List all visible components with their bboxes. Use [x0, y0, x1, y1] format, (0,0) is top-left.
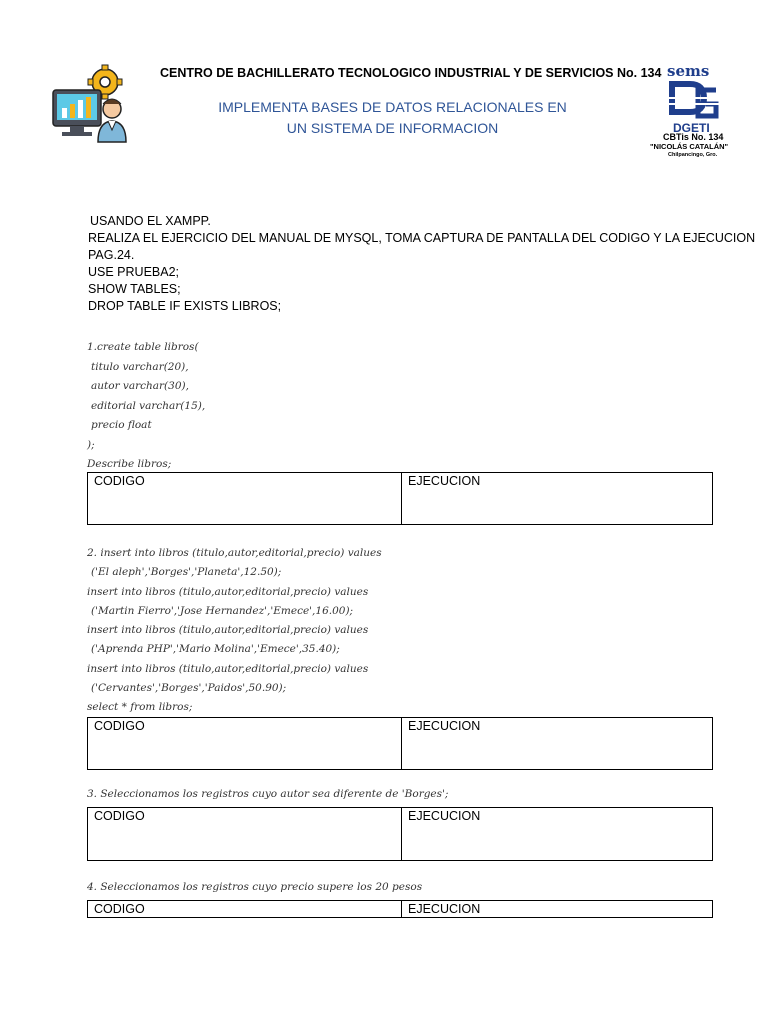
dgeti-text: DGETI — [673, 121, 710, 135]
codigo-cell: CODIGO — [88, 901, 402, 918]
cbtis-number: CBTis No. 134 — [663, 132, 724, 142]
ejecucion-cell: EJECUCION — [402, 901, 713, 918]
instruction-line: USANDO EL XAMPP. — [90, 214, 211, 228]
code-line: insert into libros (titulo,autor,editorial,precio) values — [87, 662, 369, 675]
code-line: ); — [87, 438, 95, 451]
code-line: autor varchar(30), — [91, 380, 189, 392]
ejecucion-cell: EJECUCION — [402, 808, 713, 861]
city-text: Chilpancingo, Gro. — [668, 152, 718, 158]
exercise-2-table — [87, 717, 713, 770]
school-name: "NICOLÁS CATALÁN" — [650, 142, 729, 151]
exercise-3-text: 3. Seleccionamos los registros cuyo autor sea diferente de 'Borges'; — [87, 788, 449, 800]
code-line: 1.create table libros( — [87, 341, 199, 353]
instruction-line: REALIZA EL EJERCICIO DEL MANUAL DE MYSQL, TOMA CAPTURA DE PANTALLA DEL CODIGO Y LA EJECUCION — [88, 231, 756, 245]
code-line: ('Martin Fierro','Jose Hernandez','Emece',16.00); — [91, 604, 354, 617]
institution-title: CENTRO DE BACHILLERATO TECNOLOGICO INDUSTRIAL Y DE SERVICIOS No. 134 — [160, 66, 662, 80]
exercise-2-code — [87, 544, 382, 718]
code-line: insert into libros (titulo,autor,editorial,precio) values — [87, 585, 369, 598]
subtitle-line-1: IMPLEMENTA BASES DE DATOS RELACIONALES EN — [218, 99, 567, 115]
code-line: ('Aprenda PHP','Mario Molina','Emece',35.40); — [91, 643, 340, 656]
exercise-4-table — [87, 900, 713, 918]
exercise-3-table — [87, 807, 713, 861]
exercise-1-code — [87, 338, 205, 475]
exercise-4-text: 4. Seleccionamos los registros cuyo precio supere los 20 pesos — [87, 881, 423, 893]
dgeti-emblem-icon — [668, 80, 720, 122]
codigo-cell: CODIGO — [88, 473, 402, 525]
instruction-line: PAG.24. — [88, 248, 135, 262]
subtitle-line-2: UN SISTEMA DE INFORMACION — [286, 120, 499, 136]
codigo-cell: CODIGO — [88, 718, 402, 770]
sems-logo-text: sems — [667, 62, 710, 80]
code-line: insert into libros (titulo,autor,editorial,precio) values — [87, 624, 369, 637]
ejecucion-cell: EJECUCION — [402, 718, 713, 770]
instructions — [88, 213, 755, 315]
computer-engineer-icon — [50, 64, 130, 144]
code-line: select * from libros; — [87, 701, 193, 714]
instruction-line: USE PRUEBA2; — [88, 265, 180, 279]
instruction-line: DROP TABLE IF EXISTS LIBROS; — [88, 299, 282, 313]
ejecucion-cell: EJECUCION — [402, 473, 713, 525]
instruction-line: SHOW TABLES; — [88, 282, 181, 296]
code-line: ('El aleph','Borges','Planeta',12.50); — [91, 566, 282, 579]
code-line: Describe libros; — [87, 458, 172, 470]
code-line: titulo varchar(20), — [91, 360, 189, 373]
code-line: ('Cervantes','Borges','Paidos',50.90); — [91, 682, 287, 695]
code-line: precio float — [91, 419, 152, 431]
cbtis-logo — [650, 62, 740, 162]
code-line: 2. insert into libros (titulo,autor,editorial,precio) values — [87, 547, 382, 559]
exercise-1-table — [87, 472, 713, 525]
code-line: editorial varchar(15), — [91, 399, 206, 412]
codigo-cell: CODIGO — [88, 808, 402, 861]
